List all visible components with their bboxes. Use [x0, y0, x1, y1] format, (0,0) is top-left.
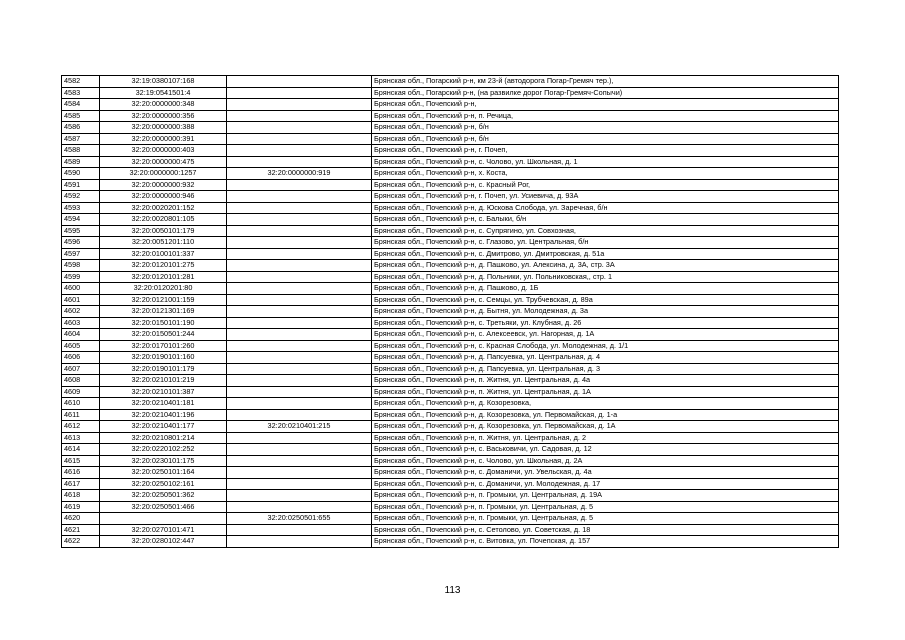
- previous-cadastral-number-cell: [227, 375, 372, 387]
- table-row: [62, 87, 839, 99]
- cadastral-number-cell: 32:20:0250501:466: [100, 501, 227, 513]
- address-cell: Брянская обл., Почепский р-н, б/н: [372, 133, 839, 145]
- table-row: [62, 271, 839, 283]
- address-cell: Брянская обл., Почепский р-н, с. Красная Слобода, ул. Молодежная, д. 1/1: [372, 340, 839, 352]
- cadastral-number-cell: 32:20:0190101:160: [100, 352, 227, 364]
- cadastral-number-cell: 32:20:0210101:219: [100, 375, 227, 387]
- cadastral-number-cell: 32:20:0210401:177: [100, 421, 227, 433]
- row-number-cell: 4611: [62, 409, 100, 421]
- table-row: [62, 329, 839, 341]
- table-row: [62, 214, 839, 226]
- previous-cadastral-number-cell: [227, 455, 372, 467]
- cadastral-number-cell: 32:20:0120201:80: [100, 283, 227, 295]
- row-number-cell: 4614: [62, 444, 100, 456]
- address-cell: Брянская обл., Почепский р-н, с. Доманичи, ул. Увельская, д. 4а: [372, 467, 839, 479]
- cadastral-number-cell: 32:20:0051201:110: [100, 237, 227, 249]
- address-cell: Брянская обл., Почепский р-н, п. Житня, ул. Центральная, д. 2: [372, 432, 839, 444]
- cadastral-number-cell: 32:20:0280102:447: [100, 536, 227, 548]
- row-number-cell: 4589: [62, 156, 100, 168]
- previous-cadastral-number-cell: [227, 432, 372, 444]
- cadastral-number-cell: 32:20:0250501:362: [100, 490, 227, 502]
- previous-cadastral-number-cell: 32:20:0210401:215: [227, 421, 372, 433]
- table-row: [62, 99, 839, 111]
- cadastral-number-cell: 32:20:0121001:159: [100, 294, 227, 306]
- previous-cadastral-number-cell: [227, 306, 372, 318]
- row-number-cell: 4612: [62, 421, 100, 433]
- table-row: [62, 421, 839, 433]
- address-cell: Брянская обл., Почепский р-н, с. Супрягино, ул. Совхозная,: [372, 225, 839, 237]
- address-cell: Брянская обл., Почепский р-н, п. Громыки, ул. Центральная, д. 5: [372, 513, 839, 525]
- row-number-cell: 4586: [62, 122, 100, 134]
- address-cell: Брянская обл., Почепский р-н, с. Сетолово, ул. Советская, д. 18: [372, 524, 839, 536]
- cadastral-number-cell: 32:20:0000000:932: [100, 179, 227, 191]
- address-cell: Брянская обл., Почепский р-н, г. Почеп,: [372, 145, 839, 157]
- address-cell: Брянская обл., Почепский р-н, д. Папсуевка, ул. Центральная, д. 3: [372, 363, 839, 375]
- previous-cadastral-number-cell: [227, 271, 372, 283]
- cadastral-number-cell: 32:20:0000000:1257: [100, 168, 227, 180]
- row-number-cell: 4615: [62, 455, 100, 467]
- address-cell: Брянская обл., Почепский р-н, с. Семцы, ул. Трубчевская, д. 89а: [372, 294, 839, 306]
- previous-cadastral-number-cell: [227, 202, 372, 214]
- table-row: [62, 455, 839, 467]
- cadastral-number-cell: 32:20:0020201:152: [100, 202, 227, 214]
- address-cell: Брянская обл., Почепский р-н,: [372, 99, 839, 111]
- address-cell: Брянская обл., Почепский р-н, с. Третьяки, ул. Клубная, д. 26: [372, 317, 839, 329]
- cadastral-number-cell: 32:19:0380107:168: [100, 76, 227, 88]
- previous-cadastral-number-cell: [227, 501, 372, 513]
- address-cell: Брянская обл., Почепский р-н, д. Пашково, ул. Алексина, д. 3А, стр. 3А: [372, 260, 839, 272]
- row-number-cell: 4618: [62, 490, 100, 502]
- row-number-cell: 4620: [62, 513, 100, 525]
- row-number-cell: 4609: [62, 386, 100, 398]
- row-number-cell: 4598: [62, 260, 100, 272]
- row-number-cell: 4606: [62, 352, 100, 364]
- table-row: [62, 122, 839, 134]
- row-number-cell: 4592: [62, 191, 100, 203]
- row-number-cell: 4622: [62, 536, 100, 548]
- table-row: [62, 283, 839, 295]
- previous-cadastral-number-cell: [227, 317, 372, 329]
- previous-cadastral-number-cell: [227, 340, 372, 352]
- row-number-cell: 4621: [62, 524, 100, 536]
- cadastral-number-cell: 32:19:0541501:4: [100, 87, 227, 99]
- cadastral-number-cell: 32:20:0250102:161: [100, 478, 227, 490]
- previous-cadastral-number-cell: [227, 191, 372, 203]
- row-number-cell: 4608: [62, 375, 100, 387]
- address-cell: Брянская обл., Почепский р-н, д. Бытня, ул. Молодежная, д. 3а: [372, 306, 839, 318]
- address-cell: Брянская обл., Почепский р-н, д. Юскова Слобода, ул. Заречная, б/н: [372, 202, 839, 214]
- address-cell: Брянская обл., Почепский р-н, с. Дмитрово, ул. Дмитровская, д. 51а: [372, 248, 839, 260]
- row-number-cell: 4583: [62, 87, 100, 99]
- row-number-cell: 4591: [62, 179, 100, 191]
- table-row: [62, 363, 839, 375]
- address-cell: Брянская обл., Почепский р-н, с. Глазово, ул. Центральная, б/н: [372, 237, 839, 249]
- table-row: [62, 294, 839, 306]
- table-row: [62, 352, 839, 364]
- cadastral-number-cell: 32:20:0120101:281: [100, 271, 227, 283]
- previous-cadastral-number-cell: [227, 110, 372, 122]
- table-row: [62, 478, 839, 490]
- previous-cadastral-number-cell: [227, 467, 372, 479]
- table-row: [62, 501, 839, 513]
- table-row: [62, 432, 839, 444]
- previous-cadastral-number-cell: [227, 225, 372, 237]
- previous-cadastral-number-cell: [227, 87, 372, 99]
- address-cell: Брянская обл., Почепский р-н, х. Коста,: [372, 168, 839, 180]
- previous-cadastral-number-cell: [227, 444, 372, 456]
- address-cell: Брянская обл., Почепский р-н, д. Козорезовка, ул. Первомайская, д. 1-а: [372, 409, 839, 421]
- previous-cadastral-number-cell: [227, 214, 372, 226]
- previous-cadastral-number-cell: [227, 398, 372, 410]
- cadastral-number-cell: 32:20:0150101:190: [100, 317, 227, 329]
- row-number-cell: 4594: [62, 214, 100, 226]
- address-cell: Брянская обл., Почепский р-н, с. Чолово, ул. Школьная, д. 1: [372, 156, 839, 168]
- row-number-cell: 4619: [62, 501, 100, 513]
- table-row: [62, 260, 839, 272]
- address-cell: Брянская обл., Почепский р-н, г. Почеп, ул. Усиевича, д. 93А: [372, 191, 839, 203]
- row-number-cell: 4582: [62, 76, 100, 88]
- table-row: [62, 179, 839, 191]
- table-row: [62, 133, 839, 145]
- previous-cadastral-number-cell: [227, 248, 372, 260]
- address-cell: Брянская обл., Почепский р-н, п. Житня, ул. Центральная, д. 4а: [372, 375, 839, 387]
- address-cell: Брянская обл., Погарский р-н, (на развилке дорог Погар-Гремяч-Сопычи): [372, 87, 839, 99]
- row-number-cell: 4585: [62, 110, 100, 122]
- address-cell: Брянская обл., Почепский р-н, с. Красный Рог,: [372, 179, 839, 191]
- address-cell: Брянская обл., Почепский р-н, с. Алексеевск, ул. Нагорная, д. 1А: [372, 329, 839, 341]
- previous-cadastral-number-cell: [227, 294, 372, 306]
- table-row: [62, 76, 839, 88]
- table-row: [62, 467, 839, 479]
- row-number-cell: 4610: [62, 398, 100, 410]
- row-number-cell: 4599: [62, 271, 100, 283]
- table-row: [62, 306, 839, 318]
- cadastral-number-cell: 32:20:0250101:164: [100, 467, 227, 479]
- row-number-cell: 4613: [62, 432, 100, 444]
- address-cell: Брянская обл., Почепский р-н, д. Папсуевка, ул. Центральная, д. 4: [372, 352, 839, 364]
- previous-cadastral-number-cell: [227, 76, 372, 88]
- row-number-cell: 4584: [62, 99, 100, 111]
- previous-cadastral-number-cell: [227, 237, 372, 249]
- previous-cadastral-number-cell: [227, 524, 372, 536]
- previous-cadastral-number-cell: [227, 490, 372, 502]
- previous-cadastral-number-cell: [227, 260, 372, 272]
- cadastral-number-cell: 32:20:0210401:181: [100, 398, 227, 410]
- cadastral-number-cell: 32:20:0210401:196: [100, 409, 227, 421]
- previous-cadastral-number-cell: [227, 363, 372, 375]
- previous-cadastral-number-cell: 32:20:0250501:655: [227, 513, 372, 525]
- table-row: [62, 375, 839, 387]
- table-row: [62, 248, 839, 260]
- address-cell: Брянская обл., Почепский р-н, с. Балыки, б/н: [372, 214, 839, 226]
- row-number-cell: 4595: [62, 225, 100, 237]
- row-number-cell: 4607: [62, 363, 100, 375]
- address-cell: Брянская обл., Почепский р-н, д. Польники, ул. Польниковская,, стр. 1: [372, 271, 839, 283]
- table-row: [62, 444, 839, 456]
- cadastral-number-cell: 32:20:0000000:403: [100, 145, 227, 157]
- cadastral-number-cell: 32:20:0210101:387: [100, 386, 227, 398]
- table-row: [62, 110, 839, 122]
- cadastral-number-cell: 32:20:0210801:214: [100, 432, 227, 444]
- table-row: [62, 225, 839, 237]
- previous-cadastral-number-cell: [227, 99, 372, 111]
- address-cell: Брянская обл., Почепский р-н, д. Козорезовка, ул. Первомайская, д. 1А: [372, 421, 839, 433]
- row-number-cell: 4590: [62, 168, 100, 180]
- previous-cadastral-number-cell: [227, 329, 372, 341]
- address-cell: Брянская обл., Почепский р-н, п. Громыки, ул. Центральная, д. 19А: [372, 490, 839, 502]
- previous-cadastral-number-cell: [227, 179, 372, 191]
- cadastral-number-cell: 32:20:0000000:388: [100, 122, 227, 134]
- cadastral-number-cell: 32:20:0000000:348: [100, 99, 227, 111]
- address-cell: Брянская обл., Почепский р-н, п. Житня, ул. Центральная, д. 1А: [372, 386, 839, 398]
- cadastral-number-cell: 32:20:0230101:175: [100, 455, 227, 467]
- table-row: [62, 386, 839, 398]
- previous-cadastral-number-cell: [227, 352, 372, 364]
- previous-cadastral-number-cell: [227, 409, 372, 421]
- registry-table-body: [62, 76, 839, 548]
- previous-cadastral-number-cell: [227, 386, 372, 398]
- previous-cadastral-number-cell: [227, 122, 372, 134]
- cadastral-number-cell: 32:20:0150501:244: [100, 329, 227, 341]
- row-number-cell: 4616: [62, 467, 100, 479]
- cadastral-number-cell: 32:20:0190101:179: [100, 363, 227, 375]
- address-cell: Брянская обл., Почепский р-н, с. Витовка, ул. Почепская, д. 157: [372, 536, 839, 548]
- cadastral-number-cell: 32:20:0000000:356: [100, 110, 227, 122]
- address-cell: Брянская обл., Почепский р-н, с. Чолово, ул. Школьная, д. 2А: [372, 455, 839, 467]
- previous-cadastral-number-cell: [227, 156, 372, 168]
- row-number-cell: 4605: [62, 340, 100, 352]
- cadastral-number-cell: [100, 513, 227, 525]
- cadastral-number-cell: 32:20:0000000:946: [100, 191, 227, 203]
- table-row: [62, 524, 839, 536]
- table-row: [62, 145, 839, 157]
- row-number-cell: 4588: [62, 145, 100, 157]
- table-row: [62, 340, 839, 352]
- table-row: [62, 490, 839, 502]
- row-number-cell: 4601: [62, 294, 100, 306]
- address-cell: Брянская обл., Почепский р-н, п. Громыки, ул. Центральная, д. 5: [372, 501, 839, 513]
- address-cell: Брянская обл., Почепский р-н, с. Доманичи, ул. Молодежная, д. 17: [372, 478, 839, 490]
- row-number-cell: 4604: [62, 329, 100, 341]
- page-number: 113: [444, 585, 461, 596]
- table-row: [62, 398, 839, 410]
- table-row: [62, 409, 839, 421]
- row-number-cell: 4587: [62, 133, 100, 145]
- row-number-cell: 4593: [62, 202, 100, 214]
- cadastral-number-cell: 32:20:0100101:337: [100, 248, 227, 260]
- address-cell: Брянская обл., Погарский р-н, км 23-й (автодорога Погар-Гремяч тер.),: [372, 76, 839, 88]
- previous-cadastral-number-cell: [227, 283, 372, 295]
- table-row: [62, 191, 839, 203]
- table-row: [62, 317, 839, 329]
- address-cell: Брянская обл., Почепский р-н, б/н: [372, 122, 839, 134]
- cadastral-number-cell: 32:20:0050101:179: [100, 225, 227, 237]
- row-number-cell: 4602: [62, 306, 100, 318]
- table-row: [62, 237, 839, 249]
- address-cell: Брянская обл., Почепский р-н, д. Пашково, д. 1Б: [372, 283, 839, 295]
- table-row: [62, 202, 839, 214]
- table-row: [62, 513, 839, 525]
- row-number-cell: 4600: [62, 283, 100, 295]
- cadastral-number-cell: 32:20:0121301:169: [100, 306, 227, 318]
- previous-cadastral-number-cell: [227, 145, 372, 157]
- row-number-cell: 4596: [62, 237, 100, 249]
- address-cell: Брянская обл., Почепский р-н, п. Речица,: [372, 110, 839, 122]
- row-number-cell: 4603: [62, 317, 100, 329]
- address-cell: Брянская обл., Почепский р-н, с. Васьковичи, ул. Садовая, д. 12: [372, 444, 839, 456]
- previous-cadastral-number-cell: [227, 478, 372, 490]
- table-row: [62, 536, 839, 548]
- table-row: [62, 156, 839, 168]
- row-number-cell: 4617: [62, 478, 100, 490]
- previous-cadastral-number-cell: [227, 133, 372, 145]
- cadastral-number-cell: 32:20:0220102:252: [100, 444, 227, 456]
- cadastral-number-cell: 32:20:0020801:105: [100, 214, 227, 226]
- registry-table: [61, 75, 839, 548]
- cadastral-number-cell: 32:20:0000000:391: [100, 133, 227, 145]
- address-cell: Брянская обл., Почепский р-н, д. Козорезовка,: [372, 398, 839, 410]
- row-number-cell: 4597: [62, 248, 100, 260]
- cadastral-number-cell: 32:20:0000000:475: [100, 156, 227, 168]
- cadastral-number-cell: 32:20:0120101:275: [100, 260, 227, 272]
- previous-cadastral-number-cell: [227, 536, 372, 548]
- previous-cadastral-number-cell: 32:20:0000000:919: [227, 168, 372, 180]
- cadastral-number-cell: 32:20:0270101:471: [100, 524, 227, 536]
- table-row: [62, 168, 839, 180]
- cadastral-number-cell: 32:20:0170101:260: [100, 340, 227, 352]
